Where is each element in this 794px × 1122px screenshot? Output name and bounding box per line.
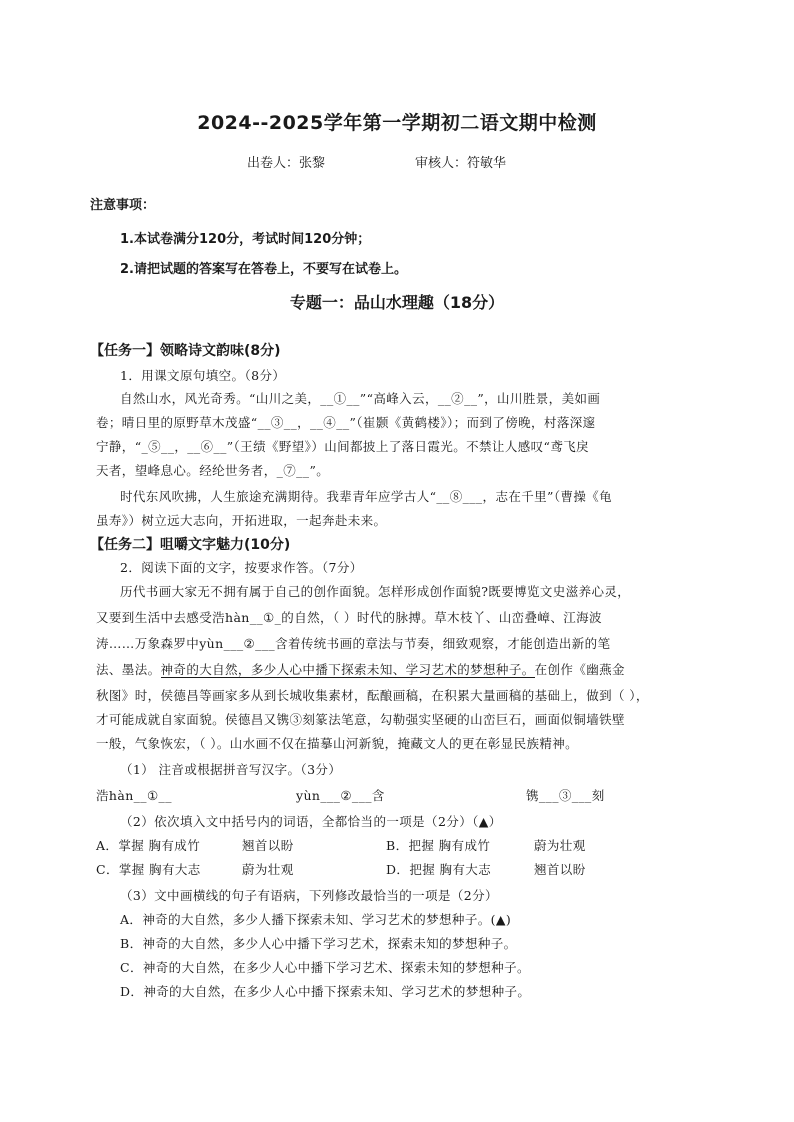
passage-line-7: 一般，气象恢宏，（ ）。山水画不仅在描摹山河新貌，掩藏文人的更在彰显民族精神。: [96, 736, 579, 751]
option-a: A．掌握 胸有成竹: [96, 838, 201, 853]
passage-line-4-end: 在创作《幽燕金: [534, 662, 625, 677]
q2-heading: 2．阅读下面的文字，按要求作答。（7分）: [120, 560, 363, 575]
q1-heading: 1．用课文原句填空。（8分）: [120, 368, 286, 383]
q1-line-6: 虽寿》）树立远大志向，开拓进取，一起奔赴未来。: [96, 513, 387, 528]
passage-line-6: 才可能成就自家面貌。侯德昌又镌③刻篆法笔意，勾勒强实坚硬的山峦巨石，画面似铜墙铁壁: [96, 712, 625, 727]
option-b: B．把握 胸有成竹: [386, 838, 491, 853]
task1-title: 【任务一】领略诗文韵味(8分): [90, 343, 281, 359]
passage-line-1: 历代书画大家无不拥有属于自己的创作面貌。怎样形成创作面貌?既要博览文史滋养心灵，: [120, 584, 631, 599]
option-c: C．掌握 胸有大志: [96, 862, 201, 877]
note-item-2: 2.请把试题的答案写在答卷上，不要写在试卷上。: [120, 262, 407, 277]
option-d: D．把握 胸有大志: [386, 862, 492, 877]
passage-line-3: 涛……万象森罗中yùn___②___含着传统书画的章法与节奏，细致观察，才能创造出新的笔: [96, 636, 611, 651]
exam-title: 2024--2025学年第一学期初二语文期中检测: [197, 112, 597, 134]
sub2-options-row-2: [96, 860, 696, 880]
passage-line-2: 又要到生活中去感受浩hàn__①_的自然，（ ）时代的脉搏。草木枝丫、山峦叠嶂、江海波: [96, 610, 602, 625]
passage-line-5: 秋图》时，侯德昌等画家多从到长城收集素材，酝酿画稿，在积累大量画稿的基础上，做到（ ），: [96, 688, 649, 703]
sub3-option-d: D．神奇的大自然，在多少人心中播下探索未知、学习艺术的梦想种子。: [120, 984, 531, 999]
q1-line-2: 卷；晴日里的原野草木茂盛“__③__，__④__”（崔颢《黄鹤楼》）；而到了傍晚，村落深邃: [96, 415, 596, 430]
option-b-tail: 蔚为壮观: [534, 838, 586, 853]
sub3-option-c: C．神奇的大自然，在多少人心中播下学习艺术、探索未知的梦想种子。: [120, 960, 530, 975]
faulty-sentence: 神奇的大自然，多少人心中播下探索未知、学习艺术的梦想种子。: [160, 662, 535, 677]
sub2-options-row-1: [96, 836, 696, 856]
q1-line-1: 自然山水，风光奇秀。“山川之美，__①__”“高峰入云，__②__”，山川胜景，美如画: [120, 391, 601, 406]
q1-line-5: 时代东风吹拂，人生旅途充满期待。我辈青年应学古人“__⑧___，志在千里”（曹操《龟: [120, 489, 613, 504]
sub-question-1: （1） 注音或根据拼音写汉字。（3分）: [120, 762, 342, 777]
reviewer-name: 审核人：符敏华: [415, 156, 507, 171]
pinyin-blank-3: 镌___③___刻: [526, 788, 605, 803]
setter-name: 出卷人：张黎: [247, 156, 326, 171]
pinyin-blank-2: yùn___②___含: [296, 788, 385, 803]
option-d-tail: 翘首以盼: [534, 862, 586, 877]
task2-title: 【任务二】咀嚼文字魅力(10分): [90, 537, 291, 553]
sub3-option-a: A．神奇的大自然，多少人播下探索未知、学习艺术的梦想种子。(▲): [120, 912, 512, 927]
note-item-1: 1.本试卷满分120分，考试时间120分钟；: [120, 232, 371, 247]
sub-question-2: （2）依次填入文中括号内的词语，全都恰当的一项是（2分）（▲）: [120, 814, 502, 829]
q1-line-3: 宁静，“_⑤__，__⑥__”（王绩《野望》）山间都披上了落日霞光。不禁让人感叹“鸢飞戾: [96, 439, 590, 454]
notes-title: 注意事项：: [90, 198, 156, 213]
passage-line-4: [96, 660, 625, 678]
sub-question-3: （3）文中画横线的句子有语病，下列修改最恰当的一项是（2分）: [120, 888, 498, 903]
option-c-tail: 蔚为壮观: [242, 862, 294, 877]
option-a-tail: 翘首以盼: [242, 838, 294, 853]
pinyin-blank-1: 浩hàn__①__: [96, 788, 172, 803]
section-title: 专题一：品山水理趣（18分）: [289, 293, 505, 312]
q1-line-4: 天者，望峰息心。经纶世务者，_⑦__”。: [96, 463, 330, 478]
sub3-option-b: B．神奇的大自然，多少人心中播下学习艺术，探索未知的梦想种子。: [120, 936, 517, 951]
passage-line-4-start: 法、墨法。: [96, 662, 161, 677]
